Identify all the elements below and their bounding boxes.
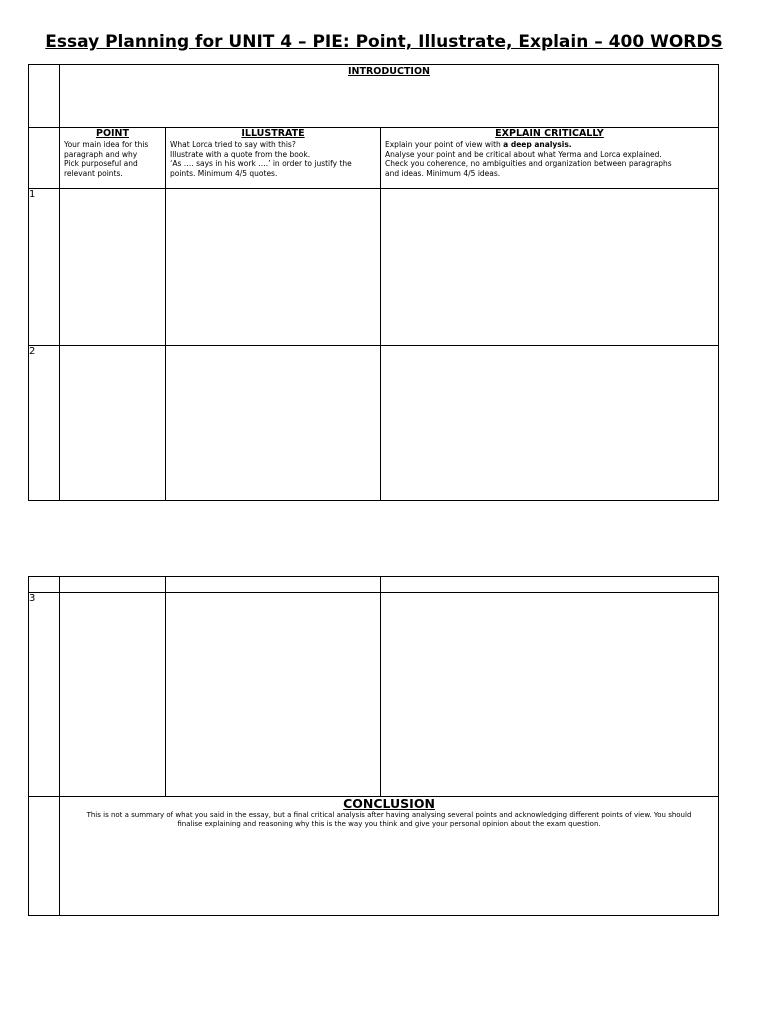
conclusion-description: This is not a summary of what you said in the essay, but a final critical analysis after having analysing several points and acknowledging different points of view. You should finalise explaining and reasoning why this is the way you think and give your personal opinion about the exam question. [86,811,692,828]
row-number: 2 [29,346,60,501]
illustrate-cell-1[interactable] [166,189,381,346]
blank-header-cell [60,577,166,593]
conclusion-cell[interactable] [60,797,719,916]
illustrate-heading: ILLUSTRATE [241,128,305,139]
planning-table-2 [28,576,719,916]
point-heading: POINT [95,128,129,139]
point-description: Your main idea for this paragraph and why Pick purposeful and relevant points. [64,140,149,178]
explain-heading: EXPLAIN CRITICALLY [495,128,604,139]
conclusion-number-cell [29,797,60,916]
point-cell-2[interactable] [60,346,166,501]
illustrate-header-cell [166,128,381,189]
introduction-heading: INTRODUCTION [348,66,430,77]
blank-header-cell [29,577,60,593]
conclusion-heading: CONCLUSION [343,796,435,811]
illustrate-cell-3[interactable] [166,593,381,797]
row-number: 3 [29,593,60,797]
page-title: Essay Planning for UNIT 4 – PIE: Point, Illustrate, Explain – 400 WORDS [45,32,723,52]
introduction-cell[interactable] [60,65,719,128]
blank-header-cell [166,577,381,593]
illustrate-cell-2[interactable] [166,346,381,501]
illustrate-description: What Lorca tried to say with this? Illustrate with a quote from the book. ‘As …. says in his work ….’ in order to justify the points. Minimum 4/5 quotes. [170,140,352,178]
header-number-cell [29,128,60,189]
intro-number-cell [29,65,60,128]
point-cell-3[interactable] [60,593,166,797]
explain-description: Explain your point of view with a deep analysis. Analyse your point and be critical about what Yerma and Lorca explained. Check you coherence, no ambiguities and organization between paragraphs and ideas. Minimum 4/5 ideas. [385,140,672,178]
point-header-cell [60,128,166,189]
row-number: 1 [29,189,60,346]
explain-cell-1[interactable] [381,189,719,346]
planning-table-1 [28,64,719,501]
blank-header-cell [381,577,719,593]
explain-header-cell [381,128,719,189]
point-cell-1[interactable] [60,189,166,346]
explain-cell-3[interactable] [381,593,719,797]
explain-cell-2[interactable] [381,346,719,501]
